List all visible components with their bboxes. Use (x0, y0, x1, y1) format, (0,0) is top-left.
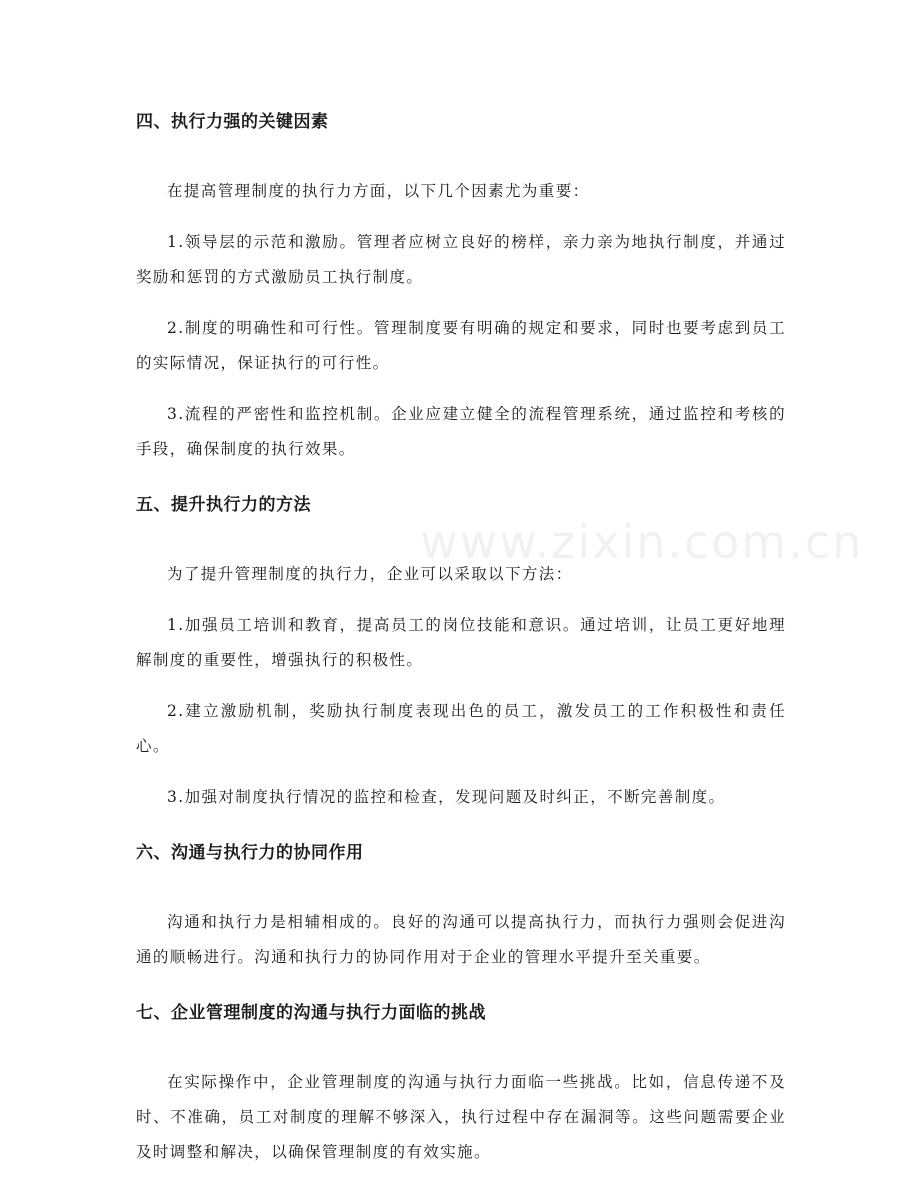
section-heading: 七、企业管理制度的沟通与执行力面临的挑战 (136, 1003, 486, 1023)
paragraph: 在提高管理制度的执行力方面，以下几个因素尤为重要： (167, 182, 590, 200)
document-body (136, 100, 786, 1186)
section-6 (136, 831, 786, 975)
paragraph: 2.制度的明确性和可行性。管理制度要有明确的规定和要求，同时也要考虑到员工的实际情况，保证执行的可行性。 (136, 319, 786, 372)
section-7 (136, 991, 786, 1170)
paragraph: 沟通和执行力是相辅相成的。良好的沟通可以提高执行力，而执行力强则会促进沟通的顺畅进行。沟通和执行力的协同作用对于企业的管理水平提升至关重要。 (136, 913, 786, 966)
paragraph: 1.领导层的示范和激励。管理者应树立良好的榜样，亲力亲为地执行制度，并通过奖励和惩罚的方式激励员工执行制度。 (136, 233, 786, 286)
section-4 (136, 100, 786, 467)
paragraph: 2.建立激励机制，奖励执行制度表现出色的员工，激发员工的工作积极性和责任心。 (136, 702, 786, 755)
paragraph: 在实际操作中，企业管理制度的沟通与执行力面临一些挑战。比如，信息传递不及时、不准确，员工对制度的理解不够深入，执行过程中存在漏洞等。这些问题需要企业及时调整和解决，以确保管理制度的有效实施。 (136, 1073, 786, 1161)
paragraph: 3.流程的严密性和监控机制。企业应建立健全的流程管理系统，通过监控和考核的手段，确保制度的执行效果。 (136, 405, 786, 458)
watermark: www.zixin.com.cn (420, 515, 864, 569)
section-heading: 四、执行力强的关键因素 (136, 112, 329, 132)
section-heading: 六、沟通与执行力的协同作用 (136, 843, 364, 863)
paragraph: 为了提升管理制度的执行力，企业可以采取以下方法： (167, 565, 573, 583)
section-heading: 五、提升执行力的方法 (136, 495, 311, 515)
section-5 (136, 483, 786, 815)
paragraph: 1.加强员工培训和教育，提高员工的岗位技能和意识。通过培训，让员工更好地理解制度的重要性，增强执行的积极性。 (136, 616, 786, 669)
paragraph: 3.加强对制度执行情况的监控和检查，发现问题及时纠正，不断完善制度。 (167, 788, 726, 806)
